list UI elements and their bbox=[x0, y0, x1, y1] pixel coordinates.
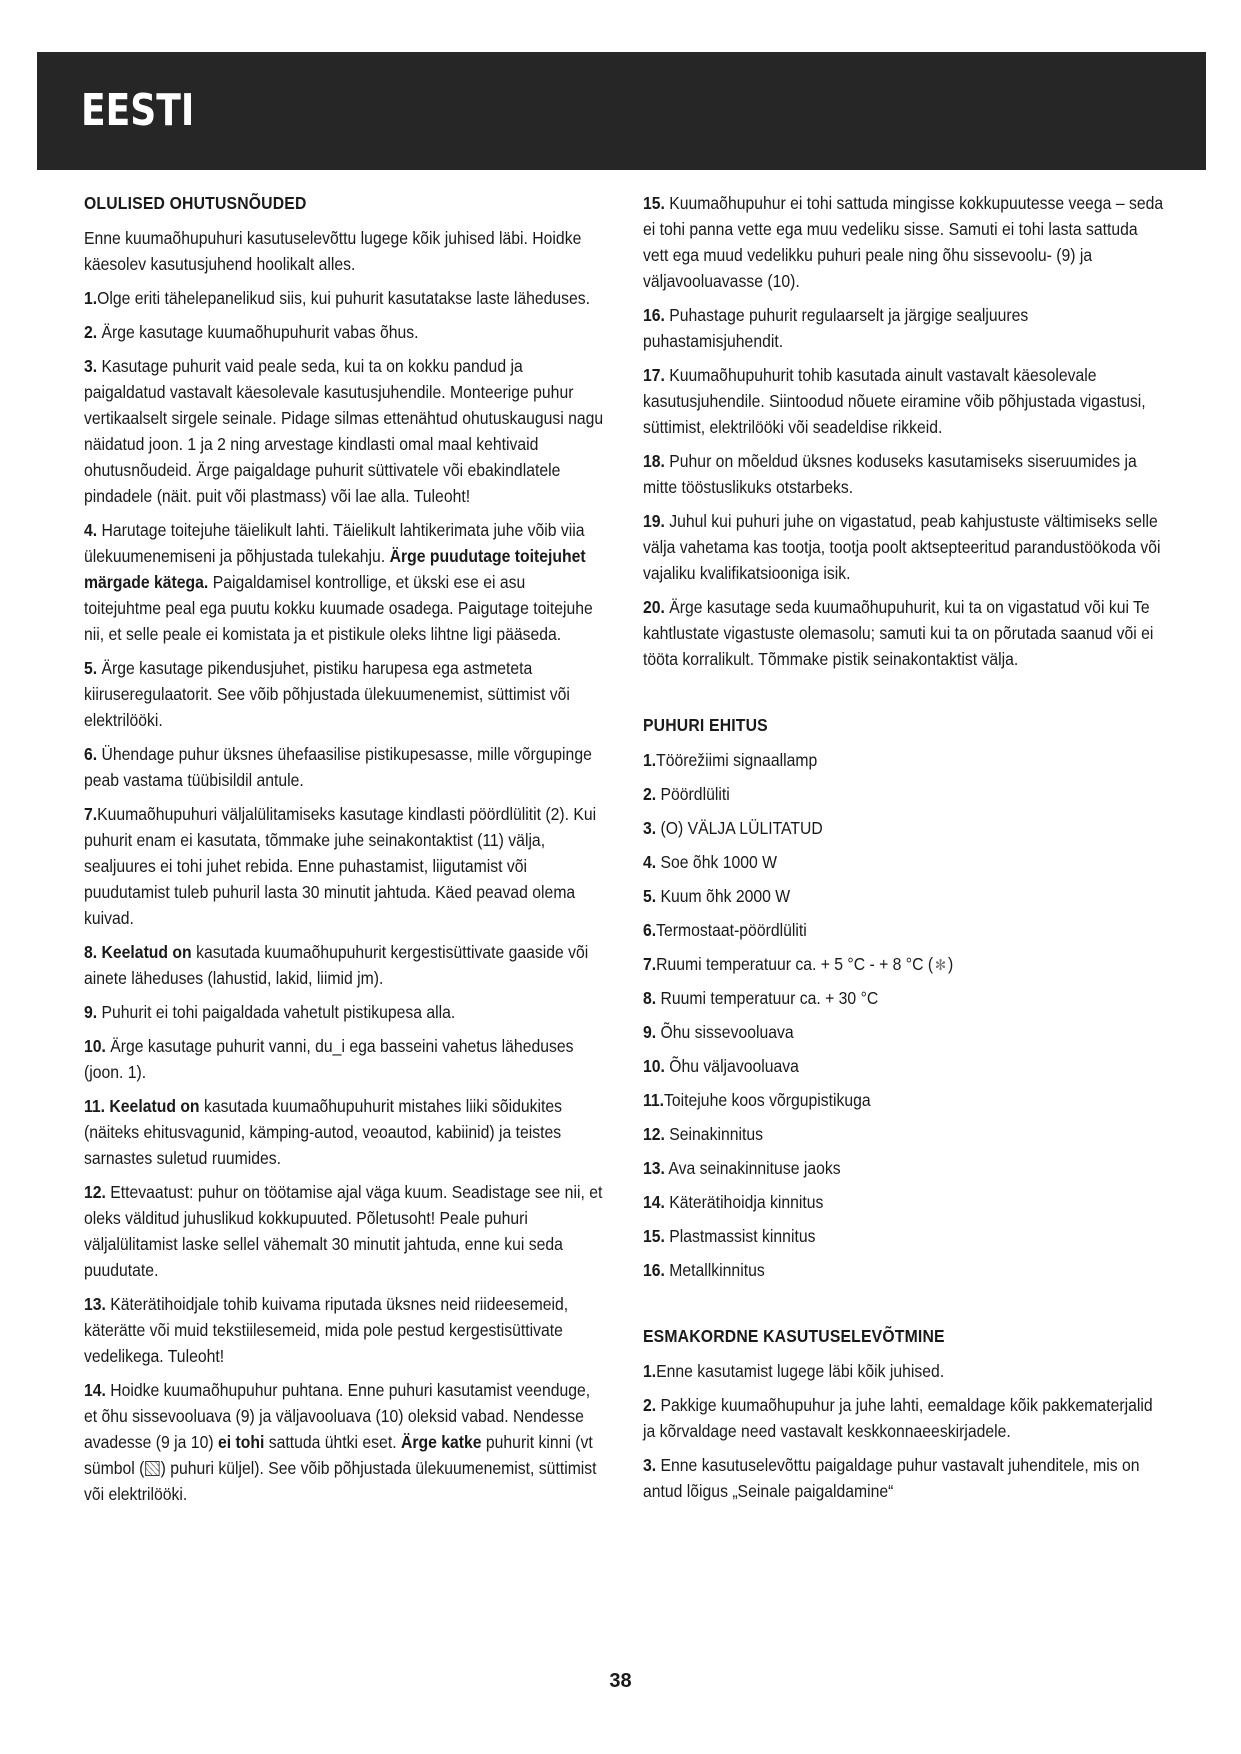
first-use-title: ESMAKORDNE KASUTUSELEVÕTMINE bbox=[643, 1326, 945, 1346]
construction-item: 15. Plastmassist kinnitus bbox=[643, 1226, 816, 1246]
safety-item-11: 11. Keelatud on kasutada kuumaõhupuhurit mistahes liiki sõidukites (näiteks ehitusvagunid, kämping-autod, veoautod, kabiinid) ja teistes sarnastes suletud ruumides. bbox=[84, 1096, 563, 1168]
safety-item-5: 5. Ärge kasutage pikendusjuhet, pistiku harupesa ega astmeteta kiiruseregulaatorit. See võib põhjustada ülekuumenemist, süttimist või elektrilööki. bbox=[84, 658, 570, 730]
safety-item-1: 1.Olge eriti tähelepanelikud siis, kui puhurit kasutatakse laste läheduses. bbox=[84, 288, 591, 308]
page-header bbox=[37, 52, 1206, 170]
construction-item: 1.Töörežiimi signaallamp bbox=[643, 750, 818, 770]
safety-item-9: 9. Puhurit ei tohi paigaldada vahetult pistikupesa alla. bbox=[84, 1002, 456, 1022]
safety-title: OLULISED OHUTUSNÕUDED bbox=[84, 193, 307, 213]
construction-item: 2. Pöördlüliti bbox=[643, 784, 730, 804]
left-column bbox=[84, 190, 604, 1515]
safety-item-4: 4. Harutage toitejuhe täielikult lahti. Täielikult lahtikerimata juhe võib viia ülekuumenemiseni ja põhjustada tulekahju. Ärge puudutage toitejuhet märgade kätega. Paigaldamisel kontrollige, et ükski ese ei asu toitejuhtme peal ega puutu kokku kuumade osadega. Paigutage toitejuhe nii, et selle peale ei komistata ja et pistikule oleks lihtne ligi pääseda. bbox=[84, 520, 593, 644]
safety-item-13: 13. Käterätihoidjale tohib kuivama riputada üksnes neid riideesemeid, käterätte või muid tekstiilesemeid, mida pole pestud kergestisüttivate vedelikega. Tuleoht! bbox=[84, 1294, 569, 1366]
construction-item: 3. (O) VÄLJA LÜLITATUD bbox=[643, 818, 823, 838]
construction-item: 10. Õhu väljavooluava bbox=[643, 1056, 799, 1076]
construction-item: 14. Käterätihoidja kinnitus bbox=[643, 1192, 824, 1212]
construction-item: 5. Kuum õhk 2000 W bbox=[643, 886, 791, 906]
construction-item: 9. Õhu sissevooluava bbox=[643, 1022, 794, 1042]
safety-item-3: 3. Kasutage puhurit vaid peale seda, kui ta on kokku pandud ja paigaldatud vastavalt käesolevale kasutusjuhendile. Monteerige puhur vertikaalselt sirgele seinale. Pidage silmas ettenähtud ohutuskaugusi nagu näidatud joon. 1 ja 2 ning arvestage kindlasti omal maal kehtivaid ohutusnõudeid. Ärge paigaldage puhurit süttivatele või ebakindlatele pindadele (näit. puit või plastmass) või lae alla. Tuleoht! bbox=[84, 356, 604, 506]
safety-item-15: 15. Kuumaõhupuhur ei tohi sattuda mingisse kokkupuutesse veega – seda ei tohi panna vette ega muu vedeliku sisse. Samuti ei tohi lasta sattuda vett ega muud vedelikku puhuri peale ning õhu sissevoolu- (9) ja väljavooluavasse (10). bbox=[643, 193, 1164, 291]
safety-item-6: 6. Ühendage puhur üksnes ühefaasilise pistikupesasse, mille võrgupinge peab vastama tüübisildil antule. bbox=[84, 744, 592, 790]
construction-item: 4. Soe õhk 1000 W bbox=[643, 852, 777, 872]
safety-item-17: 17. Kuumaõhupuhurit tohib kasutada ainult vastavalt käesolevale kasutusjuhendile. Siintoodud nõuete eiramine võib põhjustada vigastusi, süttimist, elektrilööki või seadeldise rikkeid. bbox=[643, 365, 1146, 437]
safety-item-12: 12. Ettevaatust: puhur on töötamise ajal väga kuum. Seadistage see nii, et oleks välditud juhuslikud kokkupuuted. Põletusoht! Peale puhuri väljalülitamist laske sellel vähemalt 30 minutit jahtuda, enne kui seda puudutate. bbox=[84, 1182, 603, 1280]
safety-item-16: 16. Puhastage puhurit regulaarselt ja järgige sealjuures puhastamisjuhendit. bbox=[643, 305, 1029, 351]
first-use-item: 3. Enne kasutuselevõttu paigaldage puhur vastavalt juhenditele, mis on antud lõigus „Seinale paigaldamine“ bbox=[643, 1455, 1140, 1501]
safety-item-19: 19. Juhul kui puhuri juhe on vigastatud, peab kahjustuste vältimiseks selle välja vahetama kas tootja, tootja poolt aktsepteeritud parandustöökoda või vajaliku kvalifikatsiooniga isik. bbox=[643, 511, 1161, 583]
construction-title: PUHURI EHITUS bbox=[643, 715, 768, 735]
safety-item-10: 10. Ärge kasutage puhurit vanni, du_i ega basseini vahetus läheduses (joon. 1). bbox=[84, 1036, 574, 1082]
language-title: EESTI bbox=[81, 85, 195, 136]
safety-item-20: 20. Ärge kasutage seda kuumaõhupuhurit, kui ta on vigastatud või kui Te kahtlustate vigastuste olemasolu; samuti kui ta on põrutada saanud või ei tööta korralikult. Tõmmake pistik seinakontaktist välja. bbox=[643, 597, 1154, 669]
construction-item: 6.Termostaat-pöördlüliti bbox=[643, 920, 807, 940]
do-not-cover-icon bbox=[145, 1461, 159, 1476]
construction-item: 12. Seinakinnitus bbox=[643, 1124, 763, 1144]
construction-item: 13. Ava seinakinnituse jaoks bbox=[643, 1158, 841, 1178]
safety-item-14: 14. Hoidke kuumaõhupuhur puhtana. Enne puhuri kasutamist veenduge, et õhu sissevooluava (9) ja väljavooluava (10) oleksid vabad. Nendesse avadesse (9 ja 10) ei tohi sattuda ühtki eset. Ärge katke puhurit kinni (vt sümbol ( ) puhuri küljel). See võib põhjustada ülekuumenemist, süttimist või elektrilööki. bbox=[84, 1380, 597, 1504]
safety-intro: Enne kuumaõhupuhuri kasutuselevõttu lugege kõik juhised läbi. Hoidke käesolev kasutusjuhend hoolikalt alles. bbox=[84, 228, 582, 274]
snowflake-icon: ✻ bbox=[934, 957, 947, 974]
construction-item: 11.Toitejuhe koos võrgupistikuga bbox=[643, 1090, 871, 1110]
construction-item: 8. Ruumi temperatuur ca. + 30 °C bbox=[643, 988, 879, 1008]
safety-item-18: 18. Puhur on mõeldud üksnes koduseks kasutamiseks siseruumides ja mitte tööstuslikuks otstarbeks. bbox=[643, 451, 1137, 497]
construction-item: 7.Ruumi temperatuur ca. + 5 °C - + 8 °C ( ✻ ) bbox=[643, 951, 1163, 977]
first-use-item: 1.Enne kasutamist lugege läbi kõik juhised. bbox=[643, 1361, 945, 1381]
construction-item: 16. Metallkinnitus bbox=[643, 1260, 765, 1280]
safety-item-8: 8. Keelatud on kasutada kuumaõhupuhurit kergestisüttivate gaaside või ainete läheduses (lahustid, lakid, liimid jm). bbox=[84, 942, 589, 988]
safety-item-2: 2. Ärge kasutage kuumaõhupuhurit vabas õhus. bbox=[84, 322, 419, 342]
first-use-item: 2. Pakkige kuumaõhupuhur ja juhe lahti, eemaldage kõik pakkematerjalid ja kõrvaldage need vastavalt keskkonnaeeskirjadele. bbox=[643, 1395, 1153, 1441]
page-number: 38 bbox=[609, 1670, 632, 1692]
right-column bbox=[643, 190, 1163, 1512]
safety-item-7: 7.Kuumaõhupuhuri väljalülitamiseks kasutage kindlasti pöördlülitit (2). Kui puhurit enam ei kasutata, tõmmake juhe seinakontaktist (11) välja, sealjuures ei tohi juhet rebida. Enne puhastamist, liigutamist või puudutamist tuleb puhuril lasta 30 minutit jahtuda. Käed peavad olema kuivad. bbox=[84, 804, 597, 928]
